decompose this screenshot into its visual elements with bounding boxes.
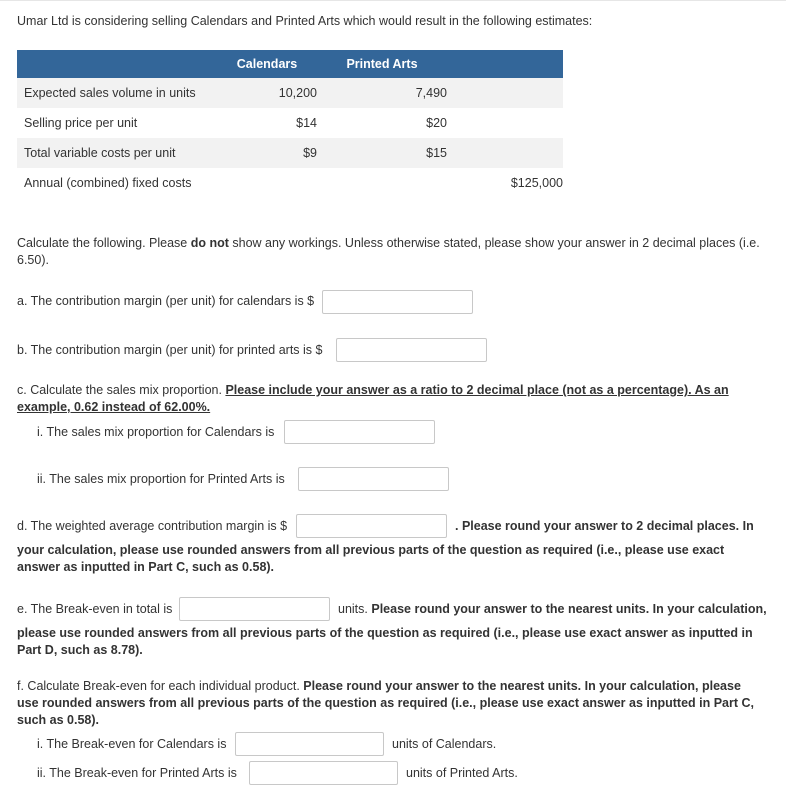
row-label: Total variable costs per unit: [17, 138, 217, 168]
instructions-text: Calculate the following. Please: [17, 236, 191, 250]
question-f-ii-label: ii. The Break-even for Printed Arts is: [37, 766, 237, 780]
header-blank: [17, 50, 217, 78]
question-c-i-label: i. The sales mix proportion for Calendars is: [37, 425, 275, 439]
question-f-intro: f. Calculate Break-even for each individual product.: [17, 679, 304, 693]
answer-c-ii-input[interactable]: [298, 467, 449, 491]
cell-printed-arts: [317, 168, 447, 198]
header-calendars: Calendars: [217, 50, 317, 78]
table-row: [17, 168, 563, 198]
cell-printed-arts: $20: [426, 116, 447, 130]
question-e-note: Please round your answer to the nearest units. In your calculation,: [367, 602, 767, 616]
question-e-unit: [338, 601, 767, 617]
row-label: Selling price per unit: [24, 116, 138, 130]
answer-a-input[interactable]: [322, 290, 473, 314]
intro-text: Umar Ltd is considering selling Calendars and Printed Arts which would result in the following estimates:: [17, 14, 593, 28]
answer-d-input[interactable]: [296, 514, 447, 538]
instructions: [17, 235, 762, 269]
question-c-ii-label: ii. The sales mix proportion for Printed Arts is: [37, 472, 285, 486]
cell-calendars: $9: [217, 138, 317, 168]
top-divider: [0, 0, 786, 1]
question-d-continuation: your calculation, please use rounded answers from all previous parts of the question as required (i.e., please use exact answer as inputted in Part C, such as 0.58).: [17, 543, 725, 574]
question-c-intro: c. Calculate the sales mix proportion.: [17, 383, 226, 397]
cell-combined: [447, 78, 563, 108]
answer-f-ii-input[interactable]: [249, 761, 398, 785]
question-f-text: [17, 678, 762, 729]
answer-b-input[interactable]: [336, 338, 487, 362]
table-row: [17, 108, 563, 138]
cell-combined: [447, 108, 563, 138]
question-b-label: b. The contribution margin (per unit) for printed arts is $: [17, 343, 323, 357]
header-printed-arts: Printed Arts: [317, 50, 447, 78]
question-e-unit-text: units.: [338, 602, 368, 616]
cell-calendars: $14: [296, 116, 317, 130]
cell-calendars: [217, 168, 317, 198]
instructions-bold: do not: [190, 236, 229, 250]
question-f-ii-unit: units of Printed Arts.: [406, 766, 518, 780]
cell-combined: [447, 138, 563, 168]
question-f-i-unit: units of Calendars.: [392, 737, 497, 751]
cell-printed-arts: 7,490: [317, 78, 447, 108]
question-c-note: Please include your answer as a ratio to 2 decimal place (not as a percentage). As an example, 0.62 instead of 62.00%.: [17, 383, 729, 414]
table-header-row: [17, 50, 563, 78]
row-label: Annual (combined) fixed costs: [24, 176, 192, 190]
answer-e-input[interactable]: [179, 597, 330, 621]
question-f-i-label: i. The Break-even for Calendars is: [37, 737, 227, 751]
header-combined: [447, 50, 563, 78]
answer-c-i-input[interactable]: [284, 420, 435, 444]
cell-calendars: 10,200: [217, 78, 317, 108]
question-d-note: . Please round your answer to 2 decimal places. In: [455, 519, 754, 533]
question-a-label: a. The contribution margin (per unit) for calendars is $: [17, 294, 315, 308]
question-f-note: Please round your answer to the nearest units. In your calculation, please use rounded answers from all previous parts of the question as required (i.e., please use exact answer as inputted in Part C, such as 0.58).: [17, 679, 755, 727]
estimates-table: [17, 50, 563, 198]
question-c-text: [17, 382, 762, 416]
row-label: Expected sales volume in units: [17, 78, 217, 108]
table-row: [17, 78, 563, 108]
table-row: [17, 138, 563, 168]
question-e-label: e. The Break-even in total is: [17, 602, 173, 616]
question-e-continuation: please use rounded answers from all previous parts of the question as required (i.e., please use exact answer as inputted in Part D, such as 8.78).: [17, 626, 753, 657]
answer-f-i-input[interactable]: [235, 732, 384, 756]
cell-combined: $125,000: [510, 176, 563, 190]
question-d-label: d. The weighted average contribution margin is $: [17, 519, 288, 533]
cell-printed-arts: $15: [317, 138, 447, 168]
instructions-text-end: show any workings. Unless otherwise stated, please show your answer in 2 decimal places (i.e. 6.50).: [17, 236, 760, 267]
